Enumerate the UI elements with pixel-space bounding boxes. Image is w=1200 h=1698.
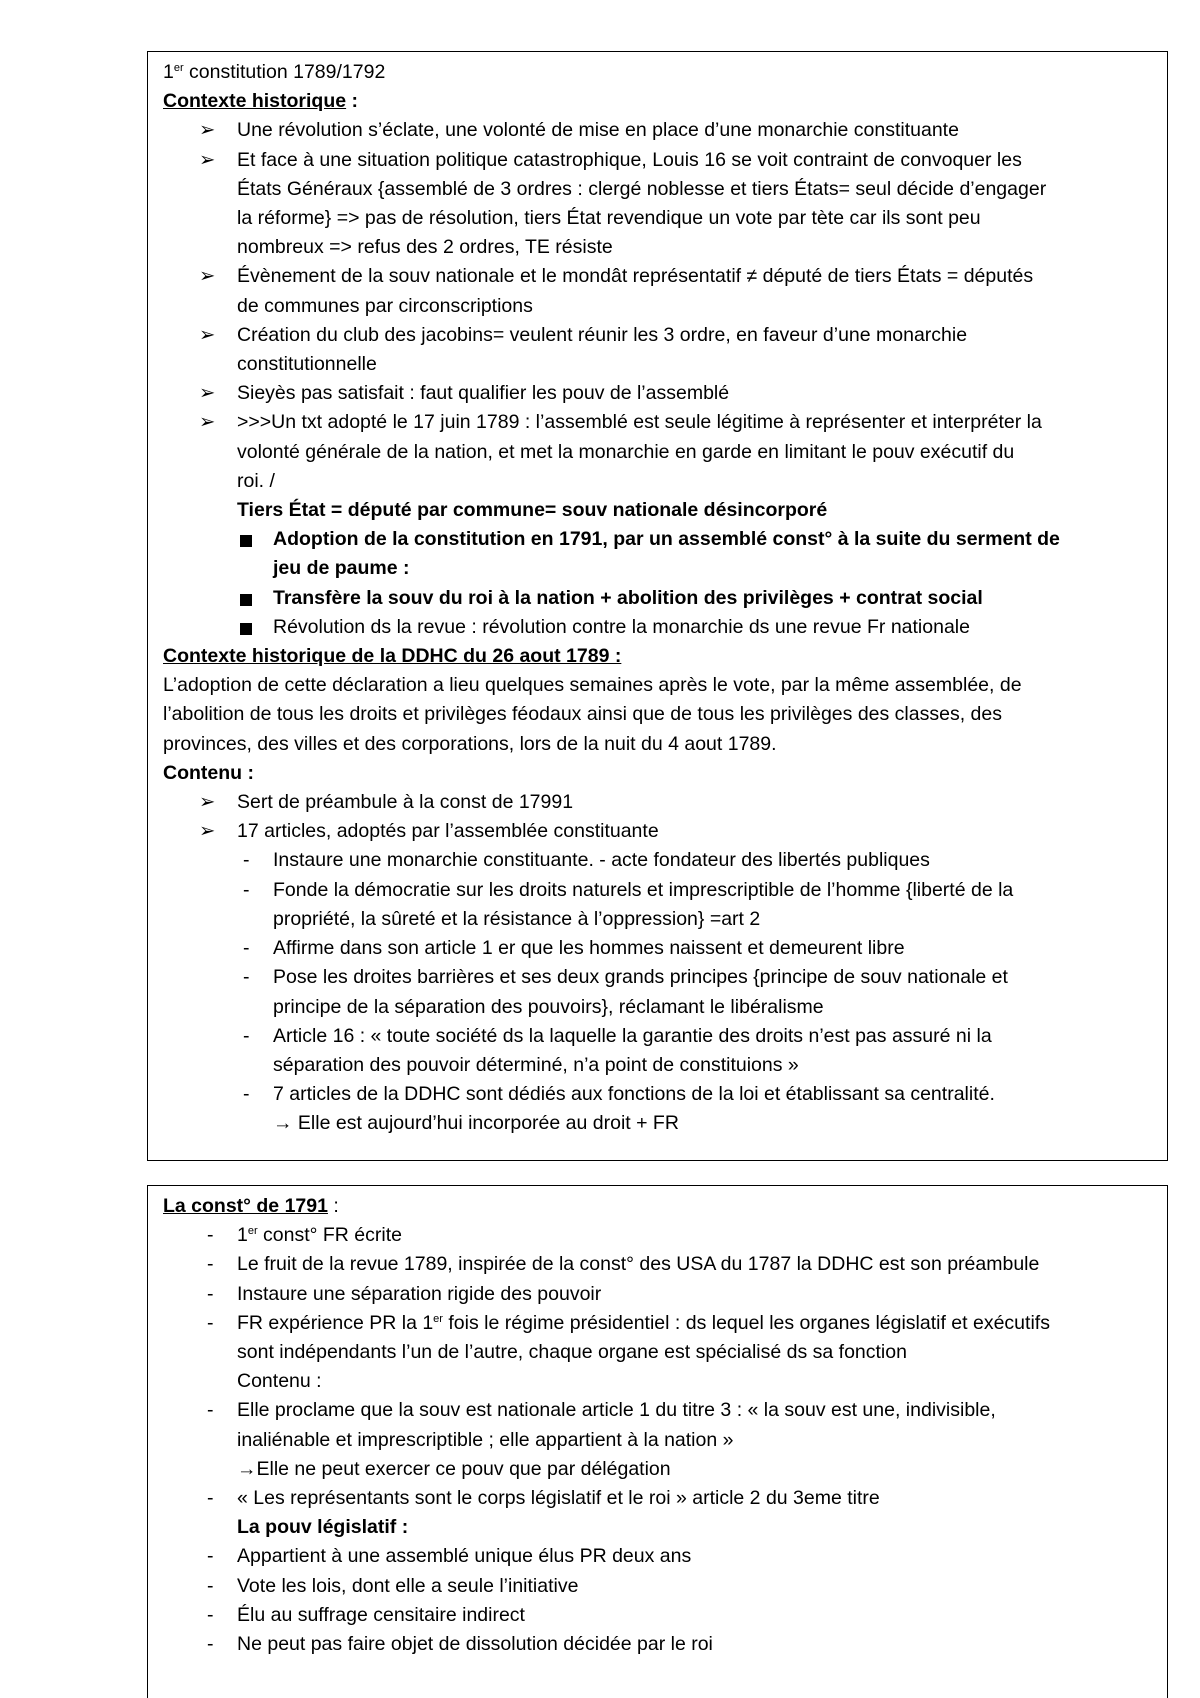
dash-icon: - xyxy=(243,878,250,901)
list-item xyxy=(163,1601,1155,1630)
item-sup: er xyxy=(247,1225,258,1238)
item-text: jeu de paume : xyxy=(273,557,410,580)
list-item xyxy=(163,846,1155,875)
item-text: Vote les lois, dont elle a seule l’initiative xyxy=(237,1574,579,1597)
section-constitution-1789 xyxy=(147,51,1168,1161)
list-item xyxy=(163,934,1155,963)
square-bullet-icon xyxy=(240,594,252,606)
dash-icon: - xyxy=(207,1487,214,1510)
dash-list-pouv xyxy=(163,1542,1155,1659)
square-list xyxy=(163,525,1155,642)
arrow-bullet-icon: ➢ xyxy=(199,265,216,288)
dash-icon: - xyxy=(243,966,250,989)
item-text: FR expérience PR la 1 xyxy=(237,1311,434,1334)
dash-icon: - xyxy=(207,1603,214,1626)
list-item xyxy=(163,584,1155,613)
list-item xyxy=(163,817,1155,846)
item-text: Fonde la démocratie sur les droits naturels et imprescriptible de l’homme {liberté de la xyxy=(273,878,1014,901)
list-item xyxy=(163,525,1155,583)
paragraph-line: l’abolition de tous les droits et privilèges féodaux ainsi que de tous les privilèges des classes, des xyxy=(163,703,1002,726)
arrow-bullet-icon: ➢ xyxy=(199,411,216,434)
dash-icon: - xyxy=(207,1311,214,1334)
item-text: la réforme} => pas de résolution, tiers État revendique un vote par tète car ils sont peu xyxy=(237,207,981,230)
item-text: Article 16 : « toute société ds la laquelle la garantie des droits n’est pas assuré ni la xyxy=(273,1024,992,1047)
item-text: inaliénable et imprescriptible ; elle appartient à la nation » xyxy=(237,1428,734,1451)
arrow-bullet-icon: ➢ xyxy=(199,119,216,142)
list-item xyxy=(163,379,1155,408)
item-text: >>>Un txt adopté le 17 juin 1789 : l’assemblé est seule légitime à représenter et interpréter la xyxy=(237,411,1042,434)
list-item xyxy=(163,1250,1155,1279)
dash-icon: - xyxy=(243,937,250,960)
item-text: séparation des pouvoir déterminé, n’a point de constituions » xyxy=(273,1053,799,1076)
item-text: Une révolution s’éclate, une volonté de mise en place d’une monarchie constituante xyxy=(237,119,959,142)
item-text: de communes par circonscriptions xyxy=(237,294,533,317)
item-text: volonté générale de la nation, et met la monarchie en garde en limitant le pouv exécutif du xyxy=(237,440,1015,463)
list-item xyxy=(163,408,1155,496)
dash-icon: - xyxy=(207,1253,214,1276)
arrow-bullet-icon: ➢ xyxy=(199,820,216,843)
item-text: Évènement de la souv nationale et le mondât représentatif ≠ député de tiers États = députés xyxy=(237,265,1034,288)
item-text: 17 articles, adoptés par l’assemblée constituante xyxy=(237,820,659,843)
item-text: Transfère la souv du roi à la nation + abolition des privilèges + contrat social xyxy=(273,586,983,609)
heading-const-1791-text: La const° de 1791 xyxy=(163,1195,328,1217)
item-text: Instaure une séparation rigide des pouvoir xyxy=(237,1282,602,1305)
item-text: Sert de préambule à la const de 17991 xyxy=(237,791,574,814)
final-arrow-line: → Elle est aujourd’hui incorporée au droit + FR xyxy=(273,1112,679,1135)
dash-list-articles xyxy=(163,846,1155,1109)
list-item xyxy=(163,1572,1155,1601)
item-text: Élu au suffrage censitaire indirect xyxy=(237,1603,525,1626)
item-sup: er xyxy=(433,1312,443,1325)
heading-contexte-tail: : xyxy=(346,90,359,113)
list-item xyxy=(163,876,1155,934)
doc-title xyxy=(163,58,1155,87)
item-text: Pose les droites barrières et ses deux grands principes {principe de souv nationale et xyxy=(273,966,1008,989)
item-text: Adoption de la constitution en 1791, par un assemblé const° à la suite du serment de xyxy=(273,528,1060,551)
item-text: sont indépendants l’un de l’autre, chaque organe est spécialisé ds sa fonction xyxy=(237,1341,907,1364)
paragraph-line: L’adoption de cette déclaration a lieu quelques semaines après le vote, par la même assemblée, de xyxy=(163,674,1022,697)
item-text: →Elle ne peut exercer ce pouv que par délégation xyxy=(237,1457,671,1480)
item-text: « Les représentants sont le corps législatif et le roi » article 2 du 3eme titre xyxy=(237,1487,880,1510)
list-item xyxy=(163,1080,1155,1109)
arrow-bullet-icon: ➢ xyxy=(199,148,216,171)
dash-icon: - xyxy=(207,1224,214,1247)
contenu-label-2: Contenu : xyxy=(237,1370,322,1393)
item-text: constitutionnelle xyxy=(237,353,377,376)
heading-const-1791 xyxy=(163,1192,1155,1221)
item-text: 1 xyxy=(237,1224,248,1247)
arrow-bullet-icon: ➢ xyxy=(199,791,216,814)
bullet-list-contexte xyxy=(163,116,1155,496)
list-item xyxy=(163,788,1155,817)
list-item xyxy=(163,116,1155,145)
item-text: Ne peut pas faire objet de dissolution décidée par le roi xyxy=(237,1633,713,1656)
title-sup: er xyxy=(173,62,184,74)
list-item xyxy=(163,1396,1155,1484)
item-text: fois le régime présidentiel : ds lequel les organes législatif et exécutifs xyxy=(442,1311,1050,1334)
arrow-bullet-icon: ➢ xyxy=(199,382,216,405)
item-text: Affirme dans son article 1 er que les hommes naissent et demeurent libre xyxy=(273,937,905,960)
item-text: nombreux => refus des 2 ordres, TE résiste xyxy=(237,236,613,259)
title-prefix: 1 xyxy=(163,61,174,83)
list-item xyxy=(163,613,1155,642)
bullet-list-contenu xyxy=(163,788,1155,846)
bold-line-tiers-etat: Tiers État = député par commune= souv nationale désincorporé xyxy=(237,499,828,522)
dash-icon: - xyxy=(243,1024,250,1047)
dash-icon: - xyxy=(207,1574,214,1597)
dash-icon: - xyxy=(243,1083,250,1106)
list-item xyxy=(163,1630,1155,1659)
item-text: Appartient à une assemblé unique élus PR deux ans xyxy=(237,1545,692,1568)
list-item xyxy=(163,1309,1155,1367)
list-item xyxy=(163,1221,1155,1250)
item-text: Création du club des jacobins= veulent réunir les 3 ordre, en faveur d’une monarchie xyxy=(237,323,968,346)
dash-icon: - xyxy=(207,1399,214,1422)
paragraph-ddhc xyxy=(163,671,1155,759)
item-text: Sieyès pas satisfait : faut qualifier les pouv de l’assemblé xyxy=(237,382,730,405)
list-item xyxy=(163,146,1155,263)
list-item xyxy=(163,1542,1155,1571)
item-text: roi. / xyxy=(237,469,275,492)
heading-ddhc: Contexte historique de la DDHC du 26 aout 1789 : xyxy=(163,645,622,668)
heading-contexte-text: Contexte historique xyxy=(163,90,347,113)
list-item xyxy=(163,1022,1155,1080)
list-item xyxy=(163,321,1155,379)
dash-icon: - xyxy=(207,1545,214,1568)
title-rest: constitution 1789/1792 xyxy=(183,61,386,83)
item-text: Instaure une monarchie constituante. - acte fondateur des libertés publiques xyxy=(273,849,930,872)
contenu-label: Contenu : xyxy=(163,761,254,784)
heading-contexte xyxy=(163,87,1155,116)
list-item xyxy=(163,262,1155,320)
item-text: principe de la séparation des pouvoirs}, réclamant le libéralisme xyxy=(273,995,824,1018)
item-text: const° FR écrite xyxy=(257,1224,402,1247)
dash-icon: - xyxy=(243,849,250,872)
item-text: Révolution ds la revue : révolution contre la monarchie ds une revue Fr nationale xyxy=(273,615,970,638)
arrow-bullet-icon: ➢ xyxy=(199,323,216,346)
item-text: États Généraux {assemblé de 3 ordres : clergé noblesse et tiers États= seul décide d’engager xyxy=(237,177,1047,200)
list-item xyxy=(163,1484,1155,1513)
heading-const-1791-tail: : xyxy=(327,1195,339,1217)
list-item xyxy=(163,1280,1155,1309)
square-bullet-icon xyxy=(240,535,252,547)
item-text: Elle proclame que la souv est nationale article 1 du titre 3 : « la souv est une, indivisible, xyxy=(237,1399,996,1422)
section-constitution-1791 xyxy=(147,1185,1168,1698)
paragraph-line: provinces, des villes et des corporations, lors de la nuit du 4 aout 1789. xyxy=(163,732,777,755)
item-text: propriété, la sûreté et la résistance à l’oppression} =art 2 xyxy=(273,907,761,930)
item-text: Le fruit de la revue 1789, inspirée de la const° des USA du 1787 la DDHC est son préambule xyxy=(237,1253,1040,1276)
dash-icon: - xyxy=(207,1633,214,1656)
dash-icon: - xyxy=(207,1282,214,1305)
square-bullet-icon xyxy=(240,623,252,635)
item-text: 7 articles de la DDHC sont dédiés aux fonctions de la loi et établissant sa centralité. xyxy=(273,1083,995,1106)
pouv-legislatif-label: La pouv législatif : xyxy=(237,1516,409,1539)
list-item xyxy=(163,963,1155,1021)
item-text: Et face à une situation politique catastrophique, Louis 16 se voit contraint de convoquer les xyxy=(237,148,1022,171)
